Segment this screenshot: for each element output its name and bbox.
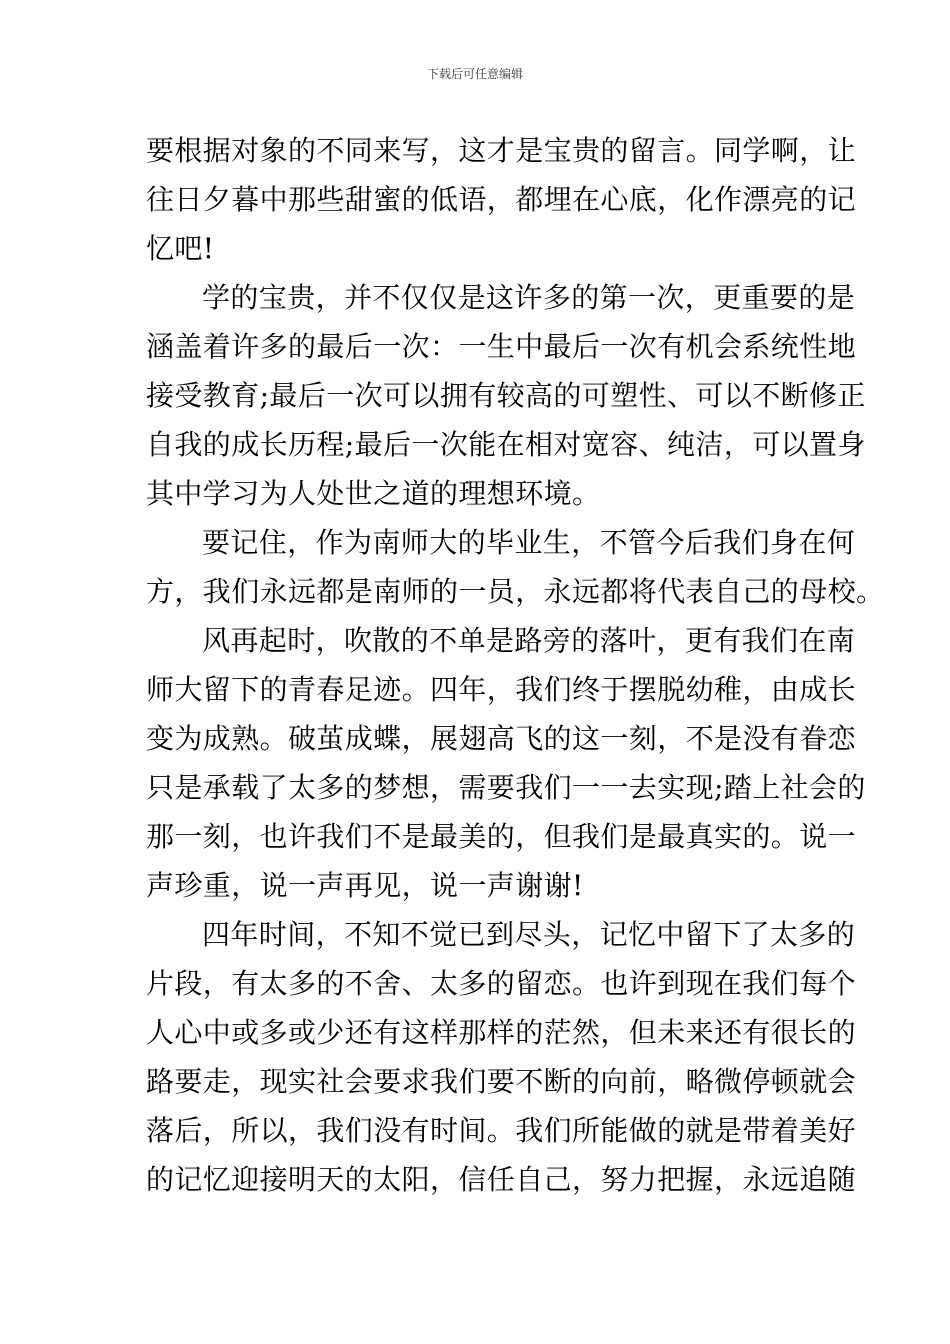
- document-body: [146, 126, 885, 1204]
- text-line: 声珍重，说一声再见，说一声谢谢!: [146, 869, 584, 902]
- paragraph-first-line: 要记住，作为南师大的毕业生，不管今后我们身在何: [202, 526, 856, 559]
- paragraph-first-line: 学的宝贵，并不仅仅是这许多的第一次，更重要的是: [202, 281, 856, 314]
- text-line: 要根据对象的不同来写，这才是宝贵的留言。同学啊，让: [146, 134, 857, 167]
- page-header: 下载后可任意编辑: [426, 67, 523, 81]
- text-line: 往日夕暮中那些甜蜜的低语，都埋在心底，化作漂亮的记: [146, 183, 857, 216]
- text-line: 其中学习为人处世之道的理想环境。: [146, 477, 601, 510]
- text-line: 方，我们永远都是南师的一员，永远都将代表自己的母校。: [146, 575, 885, 608]
- text-line: 那一刻，也许我们不是最美的，但我们是最真实的。说一: [146, 820, 857, 853]
- paragraph-first-line: 四年时间，不知不觉已到尽头，记忆中留下了太多的: [202, 918, 856, 951]
- text-line: 人心中或多或少还有这样那样的茫然，但未来还有很长的: [146, 1016, 857, 1049]
- text-line: 变为成熟。破茧成蝶，展翅高飞的这一刻，不是没有眷恋: [146, 722, 857, 755]
- text-line: 的记忆迎接明天的太阳，信任自己，努力把握，永远追随: [146, 1163, 857, 1196]
- text-line: 路要走，现实社会要求我们要不断的向前，略微停顿就会: [146, 1065, 857, 1098]
- text-line: 接受教育;最后一次可以拥有较高的可塑性、可以不断修正: [146, 379, 866, 412]
- text-line: 自我的成长历程;最后一次能在相对宽容、纯洁，可以置身: [146, 428, 866, 461]
- text-line: 师大留下的青春足迹。四年，我们终于摆脱幼稚，由成长: [146, 673, 857, 706]
- text-line: 片段，有太多的不舍、太多的留恋。也许到现在我们每个: [146, 967, 857, 1000]
- text-line: 落后，所以，我们没有时间。我们所能做的就是带着美好: [146, 1114, 857, 1147]
- text-line: 只是承载了太多的梦想，需要我们一一去实现;踏上社会的: [146, 771, 866, 804]
- text-line: 忆吧!: [146, 232, 215, 265]
- text-line: 涵盖着许多的最后一次：一生中最后一次有机会系统性地: [146, 330, 857, 363]
- paragraph-first-line: 风再起时，吹散的不单是路旁的落叶，更有我们在南: [202, 624, 856, 657]
